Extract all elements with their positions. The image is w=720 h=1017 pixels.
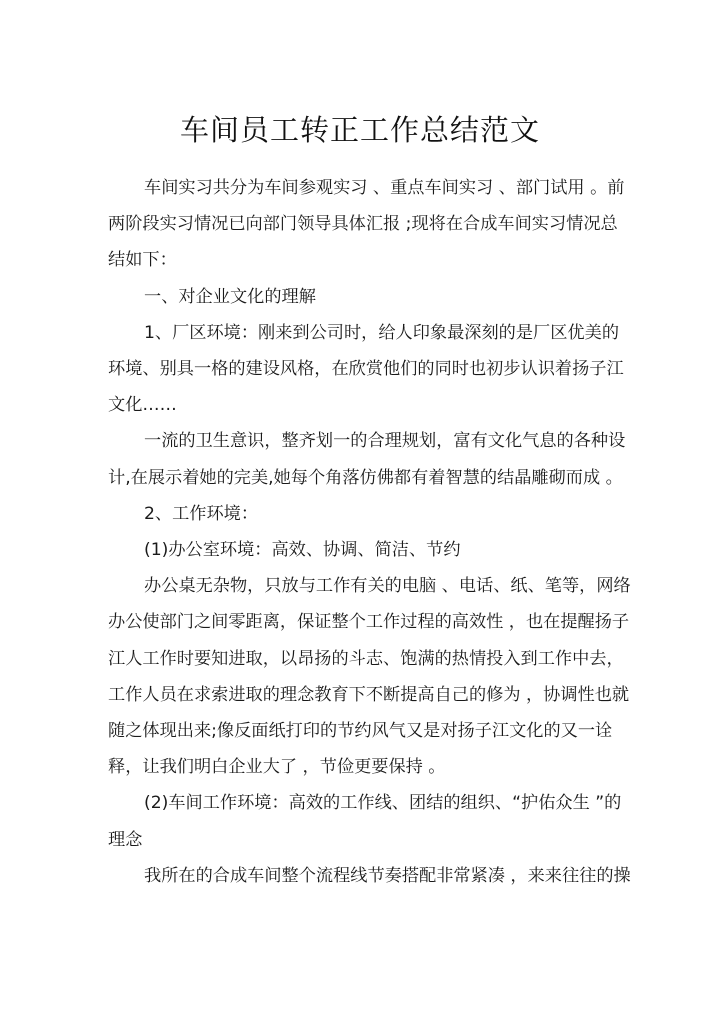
text-line: 一流的卫生意识，整齐划一的合理规划，富有文化气息的各种设	[144, 431, 626, 452]
text-line: 我所在的合成车间整个流程线节奏搭配非常紧凑 ，来来往往的操	[144, 865, 631, 886]
text-line: 结如下：	[108, 250, 177, 271]
text-line: 两阶段实习情况已向部门领导具体汇报 ;现将在合成车间实习情况总	[108, 214, 618, 235]
text-line: 释，让我们明白企业大了 ，节俭更要保持 。	[108, 757, 446, 778]
text-line: 1、厂区环境：刚来到公司时，给人印象最深刻的是厂区优美的	[144, 322, 620, 343]
text-line: 江人工作时要知进取，以昂扬的斗志、饱满的热情投入到工作中去，	[108, 648, 624, 669]
paragraph-factory-environment	[108, 315, 624, 424]
section-heading-culture	[108, 279, 606, 315]
document-body	[108, 170, 631, 894]
paragraph-workshop-flow	[108, 858, 631, 894]
text-line: 办公桌无杂物，只放与工作有关的电脑 、电话、纸、笔等，网络	[144, 576, 631, 597]
text-line: 理念	[108, 829, 143, 850]
paragraph-intro	[108, 170, 625, 279]
paragraph-office-desk	[108, 568, 631, 785]
text-line: 环境、别具一格的建设风格，在欣赏他们的同时也初步认识着扬子江	[108, 359, 624, 380]
text-line: 随之体现出来;像反面纸打印的节约风气又是对扬子江文化的又一诠	[108, 721, 613, 742]
subheading-work-environment	[108, 496, 606, 532]
document-title: 车间员工转正工作总结范文	[179, 113, 540, 147]
text-line: 车间实习共分为车间参观实习 、重点车间实习 、部门试用 。前	[144, 178, 625, 198]
text-line: 办公使部门之间零距离，保证整个工作过程的高效性 ，也在提醒扬子	[108, 612, 630, 633]
text-line: 一、对企业文化的理解	[144, 286, 316, 307]
text-line: (1)办公室环境：高效、协调、简洁、节约	[144, 540, 461, 561]
text-line: 工作人员在求索进取的理念教育下不断提高自己的修为 ，协调性也就	[108, 684, 630, 705]
text-line: 2、工作环境：	[144, 503, 259, 524]
subheading-workshop-environment	[108, 785, 622, 857]
text-line: (2)车间工作环境：高效的工作线、团结的组织、“护佑众生 ”的	[144, 793, 622, 814]
text-line: 文化……	[108, 395, 177, 416]
paragraph-hygiene	[108, 423, 626, 495]
subheading-office-environment	[108, 532, 606, 568]
text-line: 计,在展示着她的完美,她每个角落仿佛都有着智慧的结晶雕砌而成 。	[108, 467, 623, 488]
